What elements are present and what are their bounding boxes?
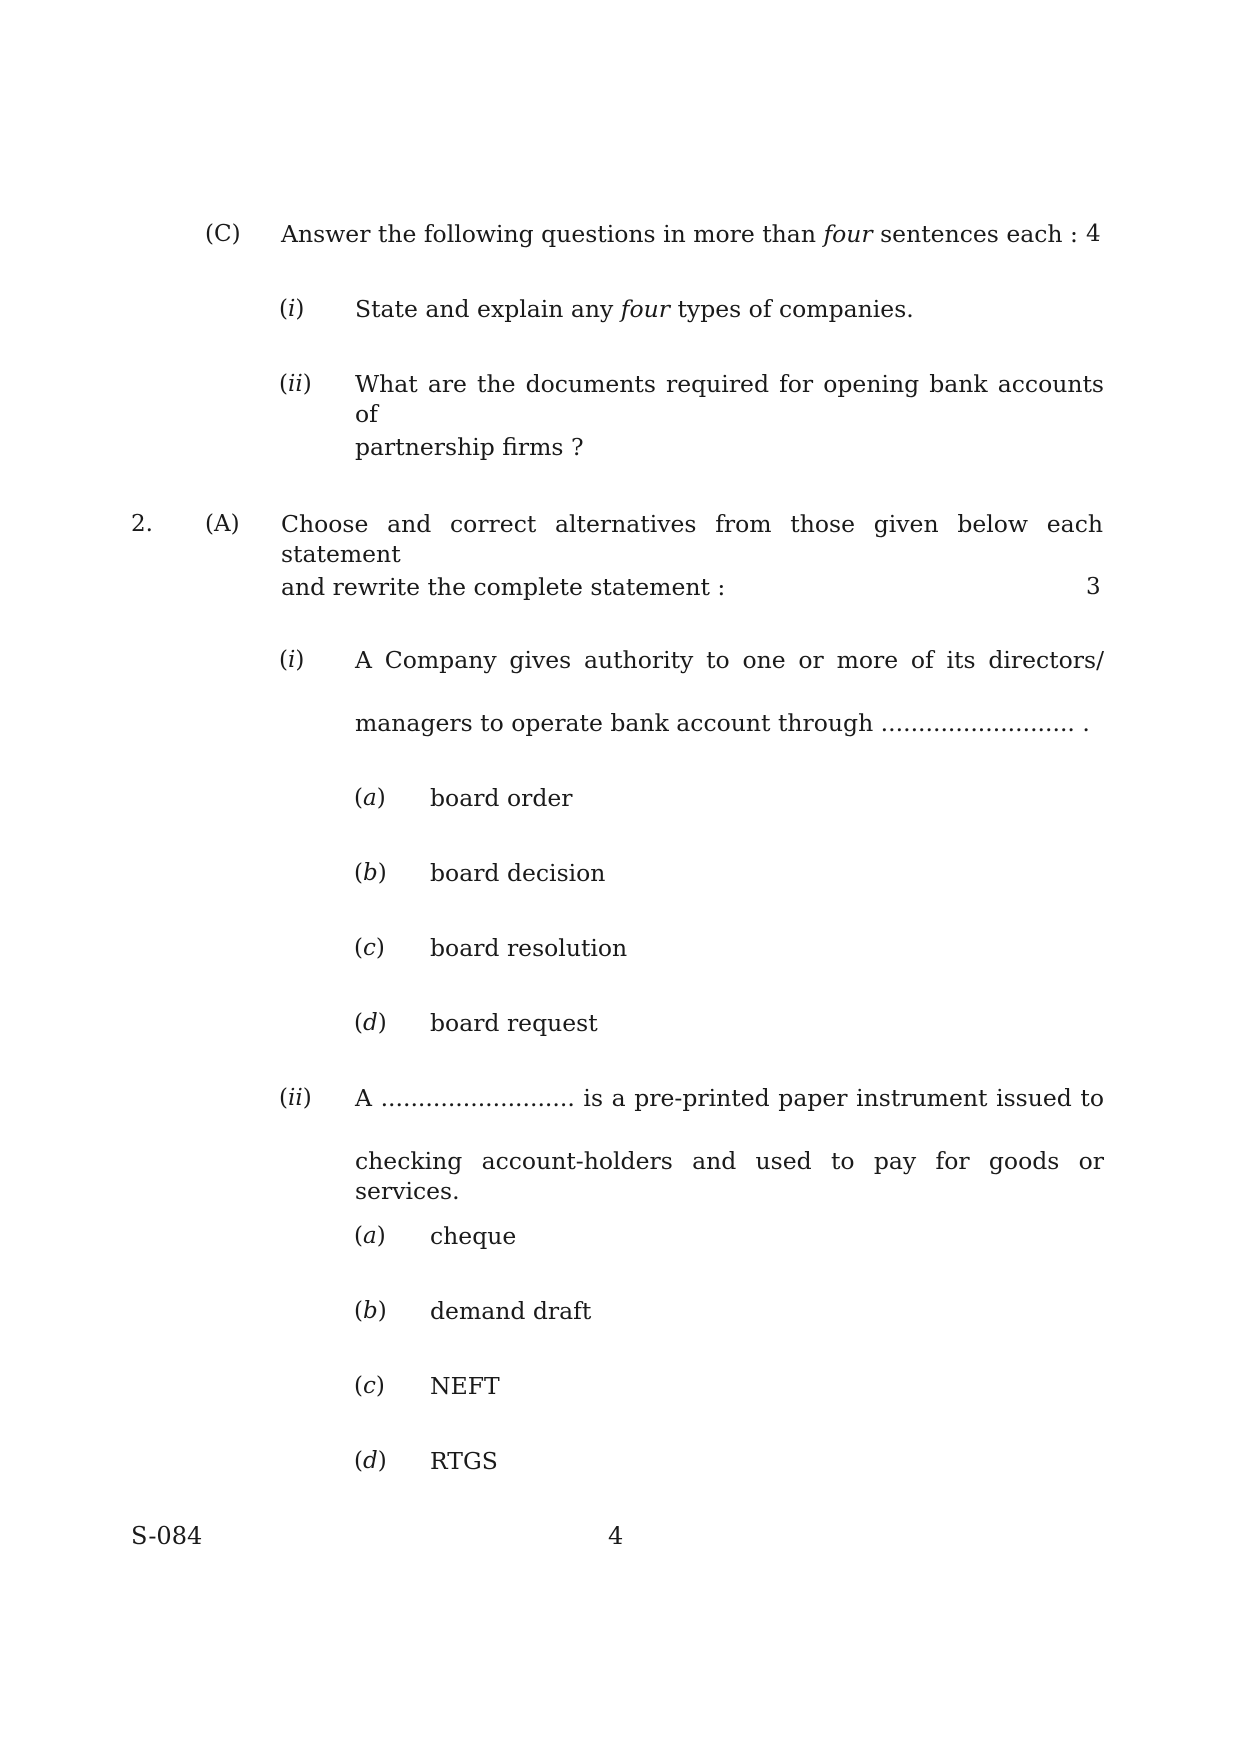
question-c-i-emphasis: four	[620, 295, 670, 323]
item-i-statement-line2: managers to operate bank account through .......................... .	[355, 709, 1090, 737]
item-ii-option-c-text: NEFT	[430, 1372, 500, 1400]
label-letter: a	[362, 1223, 377, 1249]
label-letter: c	[362, 1373, 376, 1399]
question-c-ii-line1: What are the documents required for opening bank accounts of	[355, 370, 1104, 428]
label-open: (	[354, 785, 363, 811]
label-open: (	[279, 296, 288, 322]
item-i-option-c-label	[354, 933, 385, 963]
question-c-ii-label	[279, 369, 312, 399]
question-c-i-text	[355, 294, 914, 324]
label-numeral: ii	[287, 1085, 303, 1111]
question-2-part-label: (A)	[205, 511, 240, 537]
item-ii-label	[279, 1083, 312, 1113]
item-ii-statement-line2: checking account-holders and used to pay for goods or services.	[355, 1147, 1104, 1205]
section-c-instruction-emphasis: four	[823, 220, 873, 248]
label-close: )	[295, 647, 305, 673]
question-c-ii-line2: partnership firms ?	[355, 433, 584, 461]
label-letter: a	[362, 785, 377, 811]
label-numeral: ii	[287, 371, 303, 397]
item-ii-option-a-label	[354, 1221, 386, 1251]
label-close: )	[377, 1298, 387, 1324]
label-open: (	[279, 371, 288, 397]
item-i-option-b-text: board decision	[430, 859, 606, 887]
item-ii-option-d-label	[354, 1446, 387, 1476]
label-close: )	[377, 1448, 387, 1474]
item-i-option-b-label	[354, 858, 387, 888]
label-close: )	[376, 785, 386, 811]
item-ii-option-c-label	[354, 1371, 385, 1401]
label-letter: b	[362, 1298, 378, 1324]
label-close: )	[302, 1085, 312, 1111]
item-i-option-a-text: board order	[430, 784, 573, 812]
label-open: (	[279, 1085, 288, 1111]
item-ii-option-b-text: demand draft	[430, 1297, 592, 1325]
label-open: (	[354, 1010, 363, 1036]
item-i-option-d-label	[354, 1008, 387, 1038]
item-i-label	[279, 645, 304, 675]
label-open: (	[354, 860, 363, 886]
question-c-i-text-end: types of companies.	[670, 295, 914, 323]
section-c-instruction-end: sentences each :	[872, 220, 1078, 248]
item-i-option-d-text: board request	[430, 1009, 598, 1037]
label-numeral: i	[287, 296, 296, 322]
question-2-instruction-line2: and rewrite the complete statement :	[281, 573, 726, 601]
page-number: 4	[608, 1522, 624, 1550]
question-c-i-text-start: State and explain any	[355, 295, 621, 323]
item-i-option-c-text: board resolution	[430, 934, 628, 962]
section-c-instruction	[281, 219, 1078, 249]
section-c-label: (C)	[205, 221, 241, 247]
label-open: (	[279, 647, 288, 673]
label-open: (	[354, 1298, 363, 1324]
question-2-number: 2.	[131, 511, 153, 537]
label-open: (	[354, 1373, 363, 1399]
label-open: (	[354, 935, 363, 961]
label-letter: d	[362, 1448, 378, 1474]
question-2-instruction-line1: Choose and correct alternatives from those given below each statement	[281, 510, 1103, 568]
question-2-marks: 3	[1086, 574, 1101, 600]
label-letter: b	[362, 860, 378, 886]
label-letter: d	[362, 1010, 378, 1036]
label-close: )	[377, 860, 387, 886]
label-close: )	[375, 935, 385, 961]
item-i-statement-line1: A Company gives authority to one or more of its directors/	[355, 646, 1104, 674]
section-c-marks: 4	[1086, 221, 1101, 247]
label-letter: c	[362, 935, 376, 961]
item-ii-option-a-text: cheque	[430, 1222, 517, 1250]
label-numeral: i	[287, 647, 296, 673]
label-close: )	[295, 296, 305, 322]
paper-code: S-084	[131, 1522, 203, 1550]
label-open: (	[354, 1223, 363, 1249]
label-open: (	[354, 1448, 363, 1474]
label-close: )	[302, 371, 312, 397]
label-close: )	[377, 1010, 387, 1036]
question-c-i-label	[279, 294, 304, 324]
item-ii-option-b-label	[354, 1296, 387, 1326]
section-c-instruction-start: Answer the following questions in more than	[281, 220, 824, 248]
label-close: )	[376, 1223, 386, 1249]
item-i-option-a-label	[354, 783, 386, 813]
item-ii-option-d-text: RTGS	[430, 1447, 498, 1475]
item-ii-statement-line1: A .......................... is a pre-printed paper instrument issued to	[355, 1084, 1104, 1112]
label-close: )	[375, 1373, 385, 1399]
